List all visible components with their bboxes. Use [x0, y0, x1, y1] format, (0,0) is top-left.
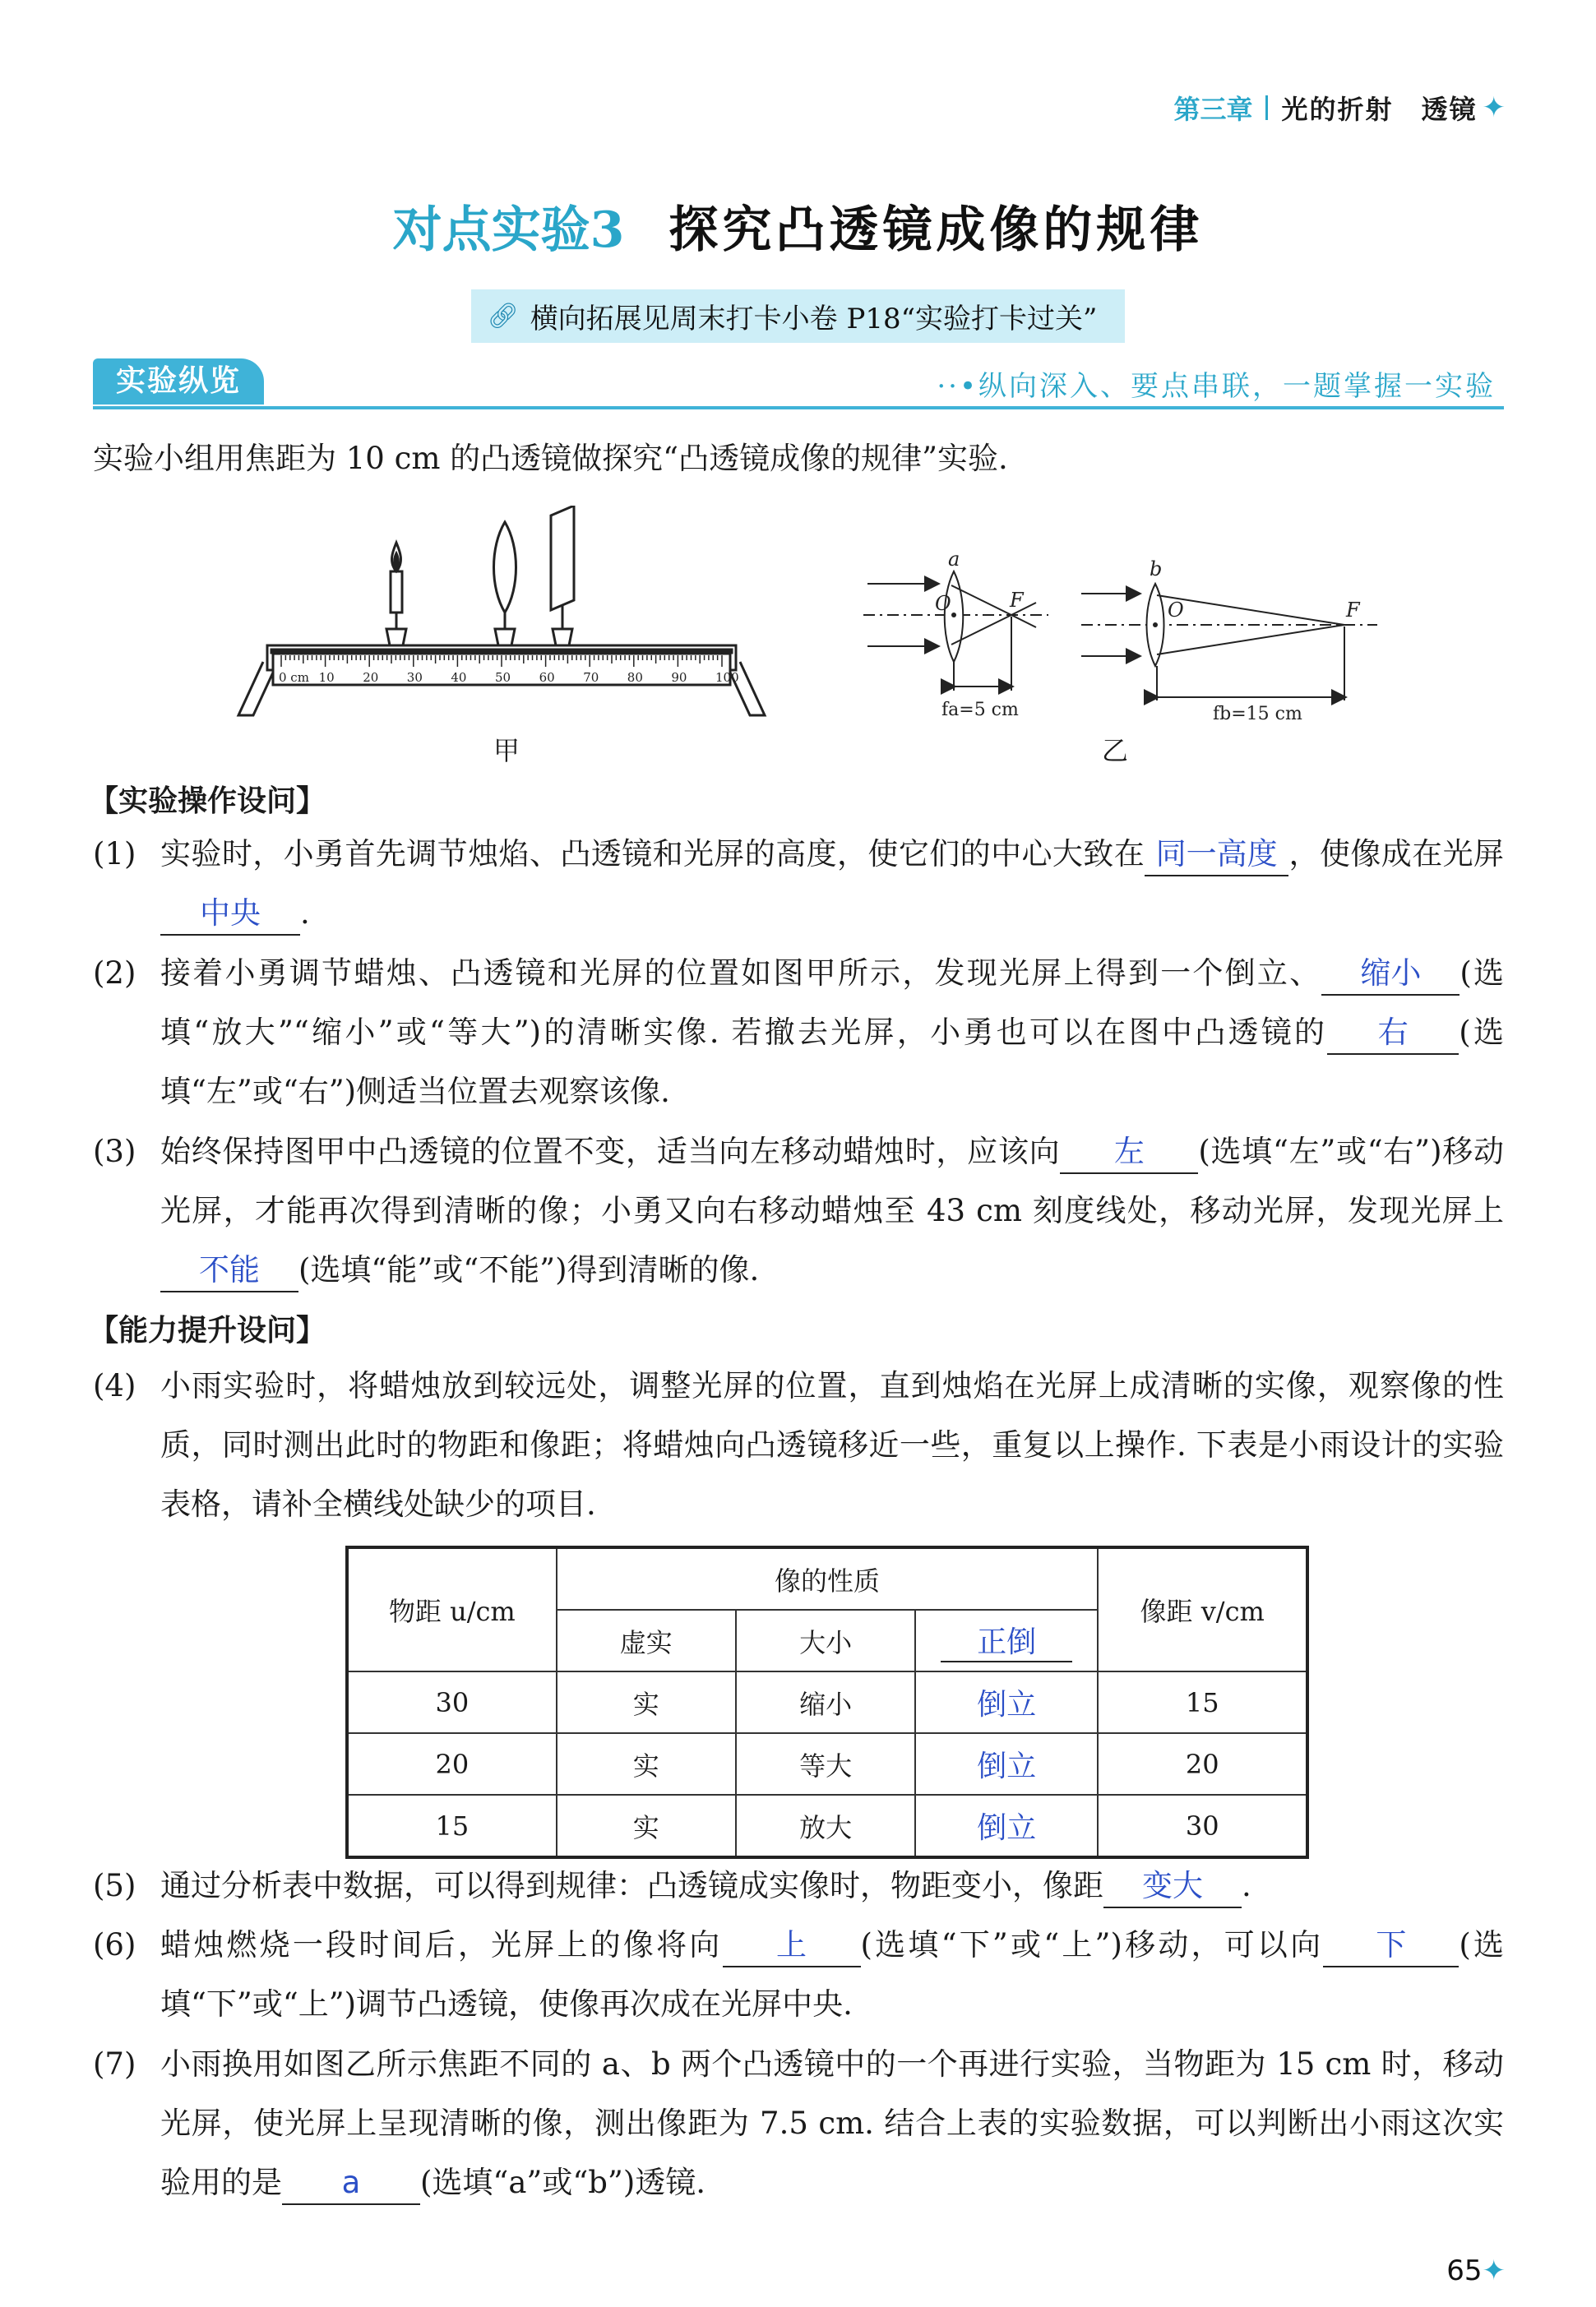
intro-text: 实验小组用焦距为 10 cm 的凸透镜做探究“凸透镜成像的规律”实验. — [93, 441, 1008, 476]
banner-tag: 实验纵览 — [93, 358, 264, 405]
header-image-distance: 像距 v/cm — [1098, 1547, 1307, 1671]
answer-blank[interactable]: 上 — [723, 1925, 861, 1967]
ruler-label: 60 — [539, 670, 555, 685]
banner-slogan: ··•纵向深入、要点串联，一题掌握一实验 — [937, 370, 1496, 403]
ruler-label: 30 — [406, 670, 423, 685]
chapter-header — [1173, 89, 1506, 127]
answer-blank[interactable]: 不能 — [160, 1250, 298, 1292]
subtitle-text: 横向拓展见周末打卡小卷 P18“实验打卡过关” — [530, 303, 1098, 335]
answer-blank[interactable]: 右 — [1327, 1012, 1459, 1055]
ruler-label: 10 — [318, 670, 335, 685]
question-2: (2) 接着小勇调节蜡烛、凸透镜和光屏的位置如图甲所示，发现光屏上得到一个倒立、 缩小 (选填“放大”“缩小”或“等大”)的清晰实像. 若撤去光屏，小勇也可以在图中凸透镜的 右 (选填“左”或“右”)侧适当位置去观察该像. — [93, 944, 1504, 1121]
lens-a-focus: F — [1010, 589, 1024, 612]
sparkle-icon: ✦ — [1482, 91, 1506, 124]
header-orientation — [915, 1610, 1098, 1671]
subtitle-bar — [0, 289, 1596, 343]
question-5: (5) 通过分析表中数据，可以得到规律：凸透镜成实像时，物距变小，像距 变大 . — [93, 1856, 1504, 1916]
sparkle-icon: ✦ — [1482, 2254, 1506, 2287]
link-icon: 🔗︎ — [487, 302, 519, 331]
question-7: (7) 小雨换用如图乙所示焦距不同的 a、b 两个凸透镜中的一个再进行实验，当物距为 15 cm 时，移动光屏，使光屏上呈现清晰的像，测出像距为 7.5 cm. 结合上表的实验数据，可以判断出小雨这次实验用的是 a (选填“a”或“b”)透镜. — [93, 2035, 1504, 2212]
page-number: 65✦ — [1446, 2254, 1506, 2287]
ruler-label: 20 — [363, 670, 379, 685]
caption-left: 甲 — [493, 735, 520, 766]
table-row: 15 实 放大 倒立 30 — [347, 1795, 1307, 1857]
ruler-label: 40 — [451, 670, 467, 685]
lens-a-label: a — [948, 551, 960, 571]
lens-b-label: b — [1150, 557, 1163, 580]
header-divider — [1265, 95, 1268, 120]
answer-blank[interactable]: 下 — [1323, 1925, 1459, 1967]
header-real-virtual: 虚实 — [557, 1610, 736, 1671]
answer-blank[interactable]: 缩小 — [1321, 953, 1460, 996]
lens-b-focus: F — [1346, 599, 1360, 622]
section-heading-ability: 【能力提升设问】 — [89, 1314, 326, 1348]
question-4: (4) 小雨实验时，将蜡烛放到较远处，调整光屏的位置，直到烛焰在光屏上成清晰的实像，观察像的性质，同时测出此时的物距和像距；将蜡烛向凸透镜移近一些，重复以上操作. 下表是小雨设计的实验表格，请补全横线处缺少的项目. — [93, 1368, 1504, 1522]
answer-blank[interactable]: a — [282, 2162, 420, 2205]
lens-b-focal: fb=15 cm — [1213, 704, 1302, 724]
ruler-label: 100 — [715, 670, 739, 685]
answer-blank[interactable]: 左 — [1060, 1131, 1198, 1174]
figure-lens-diagram — [859, 551, 1386, 724]
lens-a-focal: fa=5 cm — [941, 700, 1019, 720]
page-title — [0, 191, 1596, 261]
ruler-label: 0 cm — [279, 670, 309, 685]
header-object-distance: 物距 u/cm — [347, 1547, 557, 1671]
section-label: 光的折射 透镜 — [1281, 94, 1478, 125]
answer-blank[interactable]: 变大 — [1103, 1865, 1242, 1908]
answer-blank[interactable]: 中央 — [160, 893, 300, 936]
answer-blank[interactable]: 同一高度 — [1145, 834, 1288, 876]
ruler-label: 50 — [495, 670, 511, 685]
chapter-label: 第三章 — [1173, 94, 1253, 125]
lens-a-center: O — [935, 592, 951, 615]
experiment-title: 探究凸透镜成像的规律 — [668, 201, 1204, 259]
lens-b-center: O — [1168, 599, 1184, 622]
answer-blank[interactable]: 正倒 — [941, 1619, 1072, 1662]
question-3: (3) 始终保持图甲中凸透镜的位置不变，适当向左移动蜡烛时，应该向 左 (选填“左”或“右”)移动光屏，才能再次得到清晰的像；小勇又向右移动蜡烛至 43 cm 刻度线处，移动光屏，发现光屏上不能 (选填“能”或“不能”)得到清晰的像. — [93, 1122, 1504, 1300]
caption-right: 乙 — [1102, 735, 1129, 766]
header-size: 大小 — [736, 1610, 915, 1671]
experiment-label: 对点实验3 — [392, 201, 625, 259]
section-banner — [93, 358, 1504, 409]
question-1: (1) 实验时，小勇首先调节烛焰、凸透镜和光屏的高度，使它们的中心大致在 同一高度 ，使像成在光屏中央 . — [93, 825, 1504, 943]
ruler-label: 80 — [627, 670, 643, 685]
ruler-label: 70 — [583, 670, 599, 685]
header-image-property: 像的性质 — [557, 1547, 1099, 1610]
experiment-table — [345, 1546, 1309, 1859]
question-6: (6) 蜡烛燃烧一段时间后，光屏上的像将向 上 (选填“下”或“上”)移动，可以向 下 (选填“下”或“上”)调节凸透镜，使像再次成在光屏中央. — [93, 1916, 1504, 2034]
banner-line — [93, 406, 1504, 409]
section-heading-operation: 【实验操作设问】 — [89, 784, 326, 818]
ruler-label: 90 — [671, 670, 687, 685]
table-row: 20 实 等大 倒立 20 — [347, 1733, 1307, 1795]
table-row: 30 实 缩小 倒立 15 — [347, 1671, 1307, 1733]
